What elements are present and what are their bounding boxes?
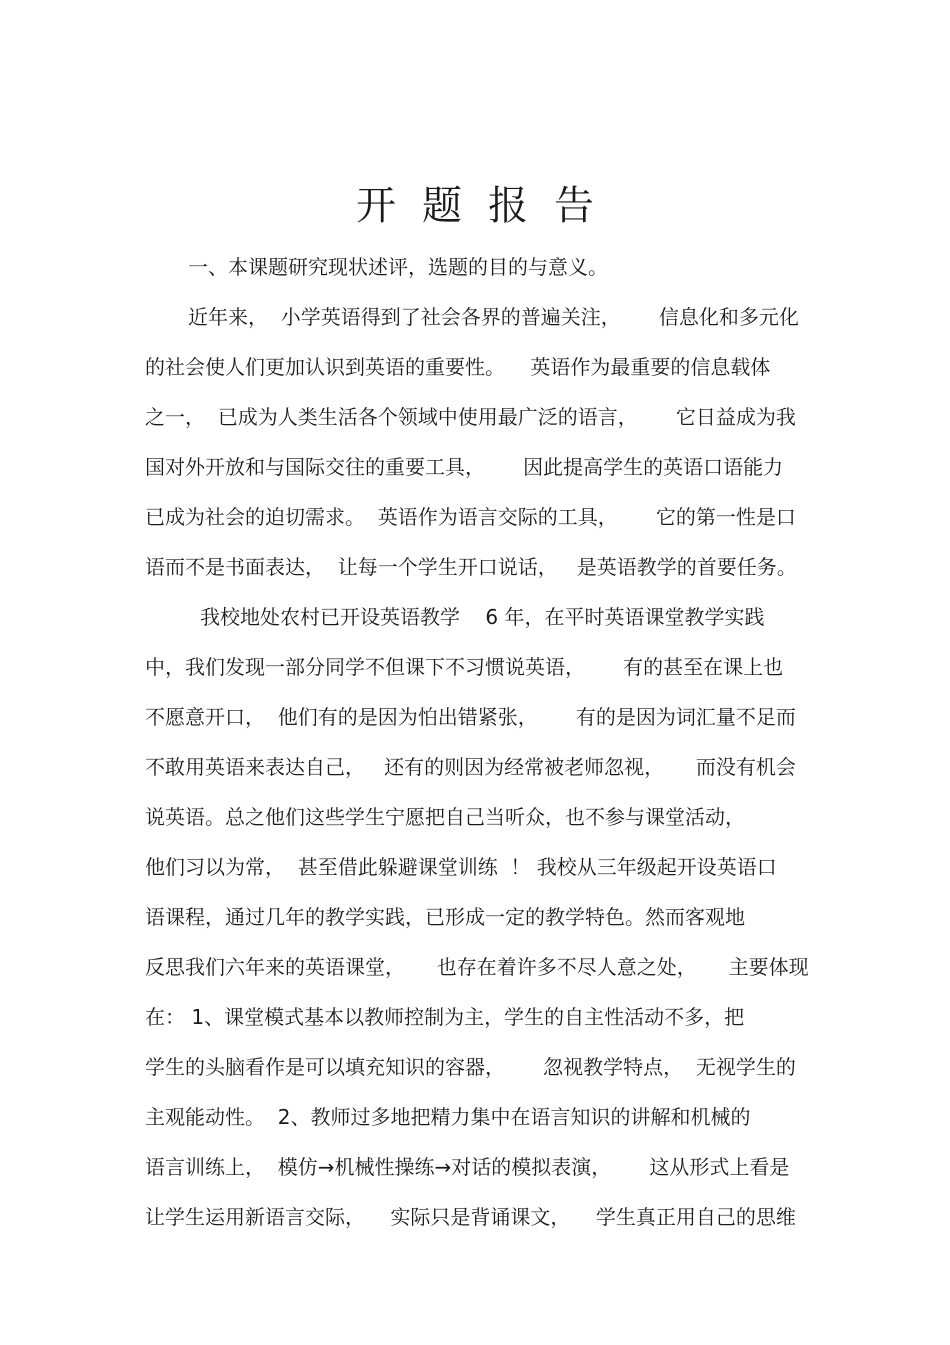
body-text-line: 主观能动性。 2、教师过多地把精力集中在语言知识的讲解和机械的 [145,1105,751,1129]
page-title: 开题报告 [356,183,620,229]
body-text-line: 不敢用英语来表达自己， 还有的则因为经常被老师忽视， 而没有机会 [145,755,796,779]
body-text-line: 说英语。总之他们这些学生宁愿把自己当听众，也不参与课堂活动， [145,805,745,829]
body-text-line: 国对外开放和与国际交往的重要工具， 因此提高学生的英语口语能力 [145,455,784,479]
body-text-line: 中，我们发现一部分同学不但课下不习惯说英语， 有的甚至在课上也 [145,655,784,679]
body-text-line: 我校地处农村已开设英语教学 6 年，在平时英语课堂教学实践 [200,605,765,629]
body-text-line: 已成为社会的迫切需求。 英语作为语言交际的工具， 它的第一性是口 [145,505,796,529]
section-heading: 一、本课题研究现状述评，选题的目的与意义。 [188,255,608,279]
body-text-line: 语言训练上， 模仿→机械性操练→对话的模拟表演， 这从形式上看是 [145,1155,790,1179]
body-text-line: 语而不是书面表达， 让每一个学生开口说话， 是英语教学的首要任务。 [145,555,797,579]
body-text-line: 语课程，通过几年的教学实践，已形成一定的教学特色。然而客观地 [145,905,745,929]
body-text-line: 让学生运用新语言交际， 实际只是背诵课文， 学生真正用自己的思维 [145,1205,796,1229]
body-text-line: 他们习以为常， 甚至借此躲避课堂训练 ！ 我校从三年级起开设英语口 [145,855,777,879]
body-text-line: 不愿意开口， 他们有的是因为怕出错紧张， 有的是因为词汇量不足而 [145,705,796,729]
body-text-line: 近年来， 小学英语得到了社会各界的普遍关注， 信息化和多元化 [188,305,799,329]
body-text-line: 反思我们六年来的英语课堂， 也存在着许多不尽人意之处， 主要体现 [145,955,809,979]
body-text-line: 在： 1、课堂模式基本以教师控制为主，学生的自主性活动不多，把 [145,1005,745,1029]
body-text-line: 学生的头脑看作是可以填充知识的容器， 忽视教学特点， 无视学生的 [145,1055,796,1079]
body-text-line: 之一， 已成为人类生活各个领域中使用最广泛的语言， 它日益成为我 [145,405,796,429]
body-text-line: 的社会使人们更加认识到英语的重要性。 英语作为最重要的信息载体 [145,355,771,379]
